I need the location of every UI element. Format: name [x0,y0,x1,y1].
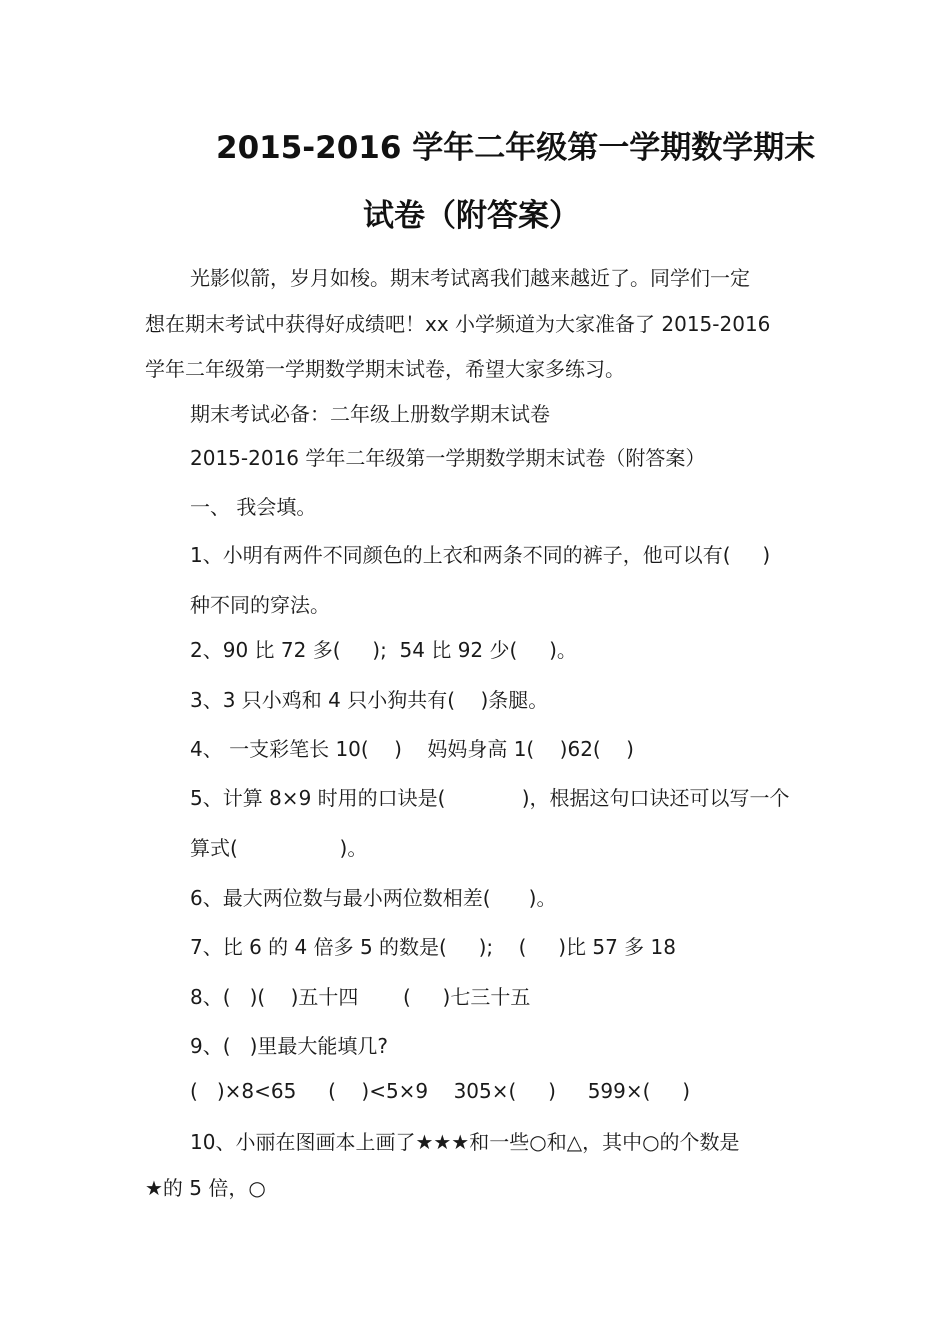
question-7: 7、比 6 的 4 倍多 5 的数是( ); ( )比 57 多 18 [190,935,676,959]
question-5-line-1: 5、计算 8×9 时用的口诀是( )，根据这句口诀还可以写一个 [190,786,790,810]
question-5-line-2: 算式( )。 [190,836,368,860]
intro-line-3: 学年二年级第一学期数学期末试卷，希望大家多练习。 [145,357,625,381]
subtitle-line: 2015-2016 学年二年级第一学期数学期末试卷（附答案） [190,446,706,470]
section-heading: 一、 我会填。 [190,495,317,519]
document-title-line1: 2015-2016 学年二年级第一学期数学期末 [216,130,816,166]
intro-line-2: 想在期末考试中获得好成绩吧！xx 小学频道为大家准备了 2015-2016 [145,312,771,336]
question-1-line-2: 种不同的穿法。 [190,593,330,617]
intro-line-1: 光影似箭，岁月如梭。期末考试离我们越来越近了。同学们一定 [190,266,750,290]
question-9: 9、( )里最大能填几? [190,1034,389,1058]
question-2: 2、90 比 72 多( ); 54 比 92 少( )。 [190,638,577,662]
question-10-line-2: ★的 5 倍，○ [145,1176,266,1200]
question-3: 3、3 只小鸡和 4 只小狗共有( )条腿。 [190,688,549,712]
question-1-line-1: 1、小明有两件不同颜色的上衣和两条不同的裤子，他可以有( ) [190,543,771,567]
question-9-items: ( )×8<65 ( )<5×9 305×( ) 599×( ) [190,1079,691,1103]
question-10-line-1: 10、小丽在图画本上画了★★★和一些○和△，其中○的个数是 [190,1130,740,1154]
reference-line: 期末考试必备：二年级上册数学期末试卷 [190,402,550,426]
question-4: 4、 一支彩笔长 10( ) 妈妈身高 1( )62( ) [190,737,634,761]
question-8: 8、( )( )五十四 ( )七三十五 [190,985,531,1009]
document-title-line2: 试卷（附答案） [363,198,580,234]
question-6: 6、最大两位数与最小两位数相差( )。 [190,886,557,910]
